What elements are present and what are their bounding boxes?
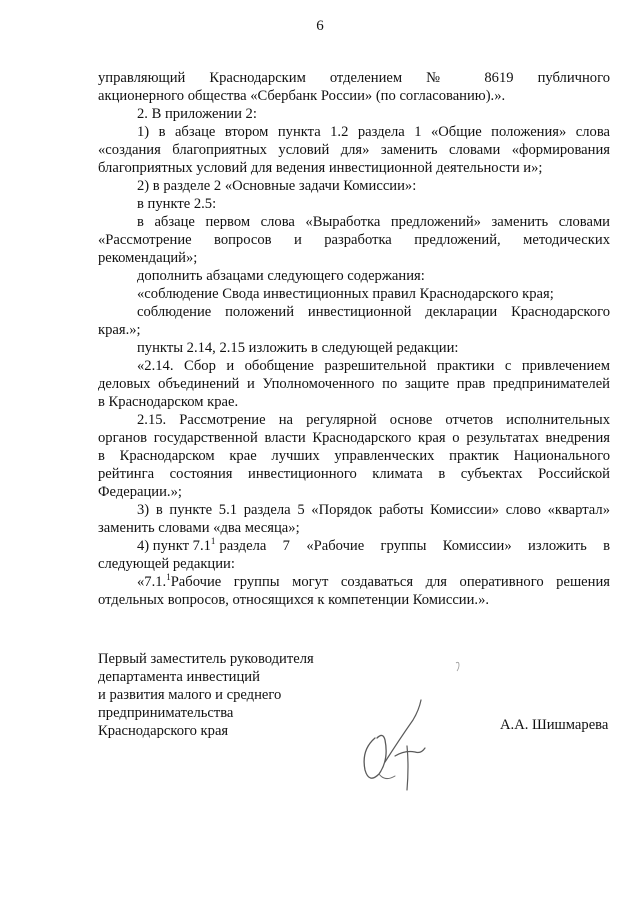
text-line: рекомендаций»;	[98, 250, 198, 266]
text-fragment: «7.1.$^1$	[137, 572, 171, 590]
text-line: благоприятных условий для ведения инвестиционной деятельности и»;	[98, 160, 543, 176]
text-line: 2. В приложении 2:	[137, 106, 257, 122]
superscript: 1	[210, 536, 216, 546]
signatory-name: А.А. Шишмарева	[500, 717, 609, 733]
text-line: рейтинга состояния инвестиционного климата в субъектах Российской	[98, 466, 610, 482]
text-line: дополнить абзацами следующего содержания:	[137, 268, 425, 284]
text-fragment: Рабочие группы могут создаваться для оперативного решения	[170, 574, 610, 590]
text-line: заменить словами «два месяца»;	[98, 520, 300, 536]
text-line-with-superscript	[137, 573, 610, 591]
text-line-with-superscript	[137, 537, 610, 555]
text-line: пункты 2.14, 2.15 изложить в следующей редакции:	[137, 340, 459, 356]
handwritten-signature	[355, 690, 445, 800]
text-line: акционерного общества «Сбербанк России» (по согласованию).».	[98, 88, 506, 104]
text-line: Федерации.»;	[98, 484, 182, 500]
text-line: отдельных вопросов, относящихся к компетенции Комиссии.».	[98, 592, 490, 608]
signatory-position-line: Краснодарского края	[98, 723, 229, 739]
text-line: 1) в абзаце втором пункта 1.2 раздела 1 «Общие положения» слова	[137, 124, 610, 140]
text-line: «соблюдение Свода инвестиционных правил Краснодарского края;	[137, 286, 554, 302]
page-number: 6	[316, 18, 324, 34]
text-line: «2.14. Сбор и обобщение разрешительной практики с привлечением	[137, 358, 610, 374]
text-line: в абзаце первом слова «Выработка предложений» заменить словами	[137, 214, 610, 230]
text-line: 3) в пункте 5.1 раздела 5 «Порядок работы Комиссии» слово «квартал»	[137, 502, 610, 518]
text-line: «создания благоприятных условий для» заменить словами «формирования	[98, 142, 610, 158]
text-line: следующей редакции:	[98, 556, 235, 572]
text-line: в Краснодарском крае.	[98, 394, 239, 410]
text-line: 2.15. Рассмотрение на регулярной основе отчетов исполнительных	[137, 412, 610, 428]
text-fragment: 4) пункт $7.1^1$	[137, 536, 216, 554]
text-line: 2) в разделе 2 «Основные задачи Комиссии»:	[137, 178, 417, 194]
text-fragment: раздела 7 «Рабочие группы Комиссии» изложить в	[219, 538, 610, 554]
signatory-position-line: предпринимательства	[98, 705, 234, 721]
text-line: в пункте 2.5:	[137, 196, 217, 212]
text-line: в Краснодарском крае лучших управленческих практик Национального	[98, 448, 610, 464]
superscript: 1	[166, 572, 171, 582]
signatory-position-line: и развития малого и среднего	[98, 687, 282, 703]
signatory-position-line: департамента инвестиций	[98, 669, 260, 685]
pencil-mark-icon	[454, 661, 462, 673]
text-line: «Рассмотрение вопросов и разработка предложений, методических	[98, 232, 610, 248]
text-line: управляющий Краснодарским отделением № 8619 публичного	[98, 70, 610, 86]
signatory-position-line: Первый заместитель руководителя	[98, 651, 314, 667]
text-line: соблюдение положений инвестиционной декларации Краснодарского	[137, 304, 610, 320]
text-line: края.»;	[98, 322, 141, 338]
text-line: деловых объединений и Уполномоченного по защите прав предпринимателей	[98, 376, 610, 392]
text-line: органов государственной власти Краснодарского края о результатах внедрения	[98, 430, 610, 446]
